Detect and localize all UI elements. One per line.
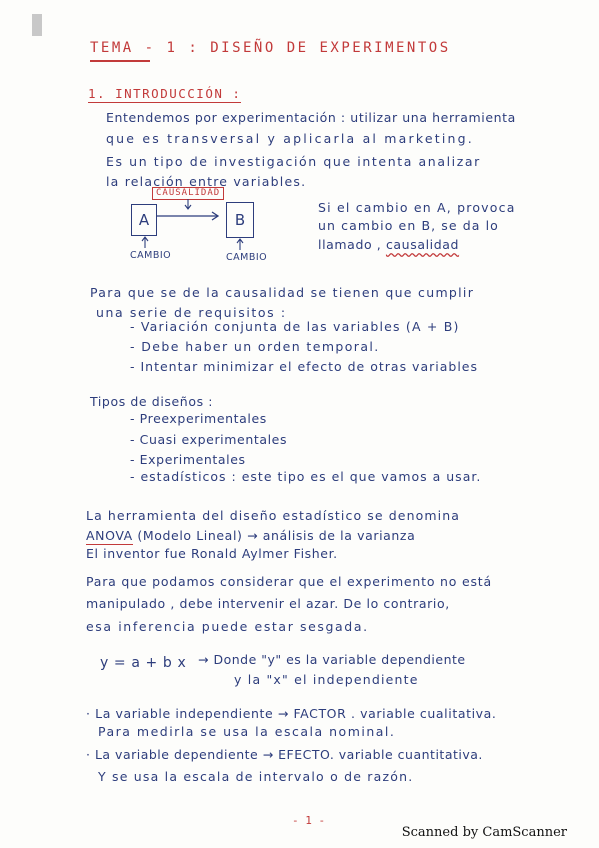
causality-prefix: llamado ,	[318, 237, 382, 252]
requisito-1: - Variación conjunta de las variables (A + B)	[130, 319, 460, 334]
azar-line-1: Para que podamos considerar que el experimento no está	[86, 574, 492, 589]
equation-line-2: y la "x" el independiente	[234, 672, 419, 687]
note-3: · La variable dependiente → EFECTO. variable cuantitativa.	[86, 747, 483, 762]
anova-line-1: La herramienta del diseño estadístico se denomina	[86, 508, 461, 523]
requisitos-intro-2: una serie de requisitos :	[96, 305, 287, 320]
intro-line-3: Es un tipo de investigación que intenta analizar	[106, 154, 481, 169]
cambio-label-a: CAMBIO	[130, 250, 172, 261]
scan-corner-mark	[32, 14, 42, 36]
requisitos-intro-1: Para que se de la causalidad se tienen que cumplir	[90, 285, 475, 300]
tipo-2: - Cuasi experimentales	[130, 432, 288, 447]
equation-formula: y = a + b x	[100, 655, 187, 671]
title-underline	[90, 60, 150, 62]
anova-term: ANOVA	[86, 528, 133, 543]
causality-line-2: un cambio en B, se da lo	[318, 218, 499, 233]
requisito-2: - Debe haber un orden temporal.	[130, 339, 380, 354]
anova-line-2	[86, 528, 415, 543]
intro-line-1: Entendemos por experimentación : utilizar una herramienta	[106, 110, 516, 125]
section-heading: 1. INTRODUCCIÓN :	[88, 86, 242, 101]
note-2: Para medirla se usa la escala nominal.	[98, 724, 396, 739]
causalidad-highlight: causalidad	[385, 237, 460, 252]
azar-line-2: manipulado , debe intervenir el azar. De lo contrario,	[86, 596, 450, 611]
box-b: B	[226, 202, 254, 238]
equation-line-1: → Donde "y" es la variable dependiente	[198, 652, 466, 667]
anova-line-3: El inventor fue Ronald Aylmer Fisher.	[86, 546, 338, 561]
page-number: - 1 -	[292, 814, 326, 827]
cambio-label-b: CAMBIO	[226, 252, 268, 263]
page-title: TEMA - 1 : DISEÑO DE EXPERIMENTOS	[90, 40, 451, 56]
note-4: Y se usa la escala de intervalo o de razón.	[98, 769, 414, 784]
note-1: · La variable independiente → FACTOR . variable cualitativa.	[86, 706, 497, 721]
tipos-heading: Tipos de diseños :	[90, 394, 214, 409]
tipo-1: - Preexperimentales	[130, 411, 267, 426]
azar-line-3: esa inferencia puede estar sesgada.	[86, 619, 369, 634]
requisito-3: - Intentar minimizar el efecto de otras variables	[130, 359, 478, 374]
tipo-3: - Experimentales	[130, 452, 246, 467]
box-a: A	[131, 204, 157, 236]
intro-line-4: la relación entre variables.	[106, 174, 307, 189]
causality-line-1: Si el cambio en A, provoca	[318, 200, 516, 215]
tipo-4: - estadísticos : este tipo es el que vamos a usar.	[130, 469, 482, 484]
causality-line-3	[318, 237, 459, 252]
causalidad-tag: CAUSALIDAD	[152, 187, 224, 200]
intro-line-2: que es transversal y aplicarla al marketing.	[106, 131, 474, 146]
scanner-credit: Scanned by CamScanner	[401, 825, 567, 840]
anova-rest: (Modelo Lineal) → análisis de la varianza	[137, 528, 416, 543]
